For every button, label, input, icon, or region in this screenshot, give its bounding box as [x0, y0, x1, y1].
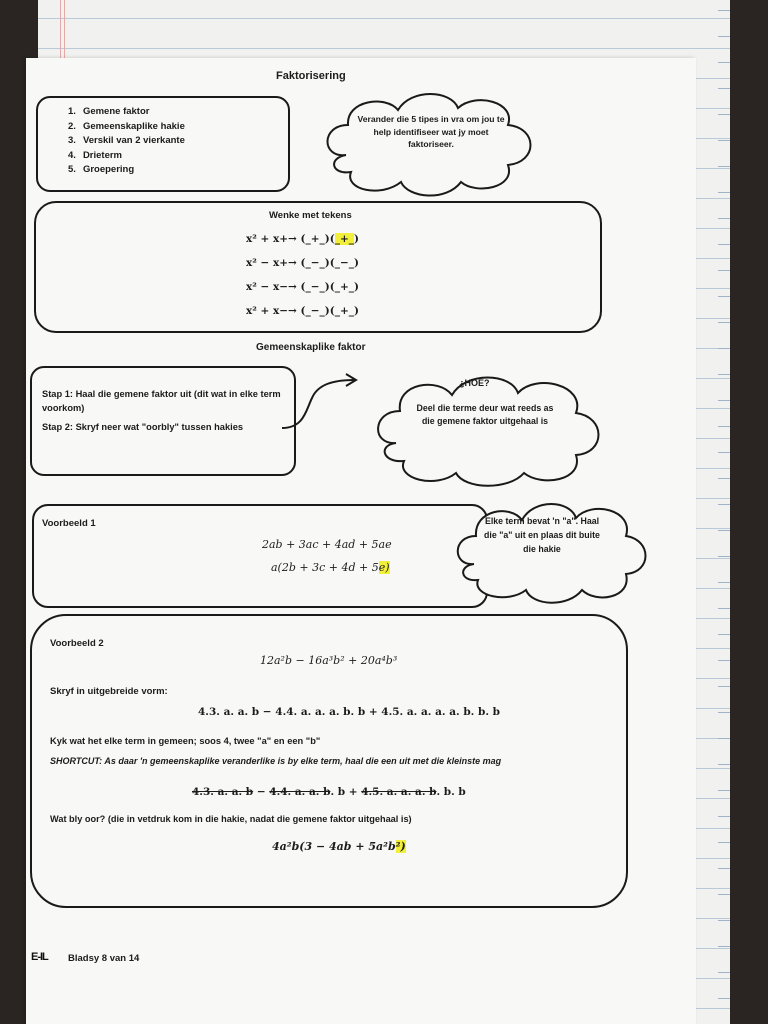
ruled-tick: [718, 88, 730, 89]
ruled-tick: [718, 894, 730, 895]
example-2-label: Voorbeeld 2: [50, 638, 104, 649]
list-item: 4. Drieterm: [68, 149, 123, 161]
common-factor-heading: Gemeenskaplike faktor: [256, 342, 366, 353]
example-2-common-note: Kyk wat het elke term in gemeen; soos 4, twee "a" en een "b": [50, 736, 321, 746]
ruled-tick: [718, 478, 730, 479]
list-item: 3. Verskil van 2 vierkante: [68, 135, 185, 146]
example-1-box: [32, 504, 488, 608]
ruled-tick: [718, 686, 730, 687]
sign-row-3: x² − x−→ (_−_)(_+_): [246, 281, 359, 293]
ruled-tick: [718, 140, 730, 141]
ruled-tick: [718, 166, 730, 167]
list-item: 1. Gemene faktor: [68, 106, 150, 117]
ruled-tick: [718, 270, 730, 271]
ruled-tick: [718, 946, 730, 947]
ruled-tick: [718, 426, 730, 427]
ruled-tick: [718, 660, 730, 661]
highlight-mark: e): [378, 561, 390, 574]
sign-row-4: x² + x−→ (_−_)(_+_): [246, 305, 359, 317]
cloud-how-title: ¿HOE?: [459, 378, 490, 388]
ruled-tick: [718, 218, 730, 219]
types-list-box: [36, 96, 290, 192]
ruled-tick: [718, 816, 730, 817]
ruled-tick: [718, 62, 730, 63]
page-title: Faktorisering: [276, 70, 346, 82]
ruled-tick: [718, 114, 730, 115]
example-1-factored: a(2b + 3c + 4d + 5e): [271, 561, 390, 574]
ruled-tick: [718, 296, 730, 297]
ruled-line: [38, 18, 730, 19]
example-1-expression: 2ab + 3ac + 4ad + 5ae: [262, 538, 392, 551]
example-2-struck-expression: 4.3. a. a. b − 4.4. a. a. b. b + 4.5. a. a. a. b. b. b: [192, 786, 466, 798]
ruled-tick: [718, 244, 730, 245]
highlight-mark: _+_: [334, 233, 355, 245]
example-2-expand-label: Skryf in uitgebreide vorm:: [50, 686, 168, 697]
example-1-label: Voorbeeld 1: [42, 518, 96, 529]
ruled-ticks: [718, 0, 730, 1024]
highlight-mark: ²): [395, 840, 406, 853]
ruled-tick: [718, 192, 730, 193]
ruled-tick: [718, 868, 730, 869]
example-2-expanded: 4.3. a. a. b − 4.4. a. a. a. b. b + 4.5. a. a. a. a. b. b. b: [198, 706, 500, 718]
sign-row-2: x² − x+→ (_−_)(_−_): [246, 257, 359, 269]
ruled-tick: [718, 374, 730, 375]
ruled-tick: [718, 738, 730, 739]
step-2: Stap 2: Skryf neer wat "oorbly" tussen hakies: [42, 422, 244, 432]
list-item: 2. Gemeenskaplike hakie: [68, 120, 185, 132]
ruled-tick: [718, 790, 730, 791]
ruled-tick: [718, 608, 730, 609]
types-list: [68, 105, 185, 178]
example-2-answer: 4a²b(3 − 4ab + 5a²b²): [272, 840, 406, 853]
ruled-tick: [718, 764, 730, 765]
ruled-tick: [718, 998, 730, 999]
example-2-question: Wat bly oor? (die in vetdruk kom in die hakie, nadat die gemene faktor uitgehaal is): [50, 814, 412, 824]
ruled-tick: [718, 530, 730, 531]
signs-heading: Wenke met tekens: [269, 210, 352, 221]
example-2-shortcut: SHORTCUT: As daar 'n gemeenskaplike veranderlike is by elke term, haal die een uit met die kleinste mag: [50, 756, 502, 766]
step-1: Stap 1: Haal die gemene faktor uit (dit wat in elke term voorkom): [42, 389, 281, 413]
sign-row-1: x² + x+→ (_+_)(_+_): [246, 233, 359, 245]
ruled-tick: [718, 10, 730, 11]
page-number: Bladsy 8 van 14: [68, 953, 140, 964]
cloud-types-text: Verander die 5 tipes in vra om jou te help identifiseer wat jy moet faktoriseer.: [357, 114, 505, 149]
list-item: 5. Groepering: [68, 164, 135, 175]
example-2-expression: 12a²b − 16a³b² + 20a⁴b³: [260, 654, 398, 667]
ruled-tick: [718, 348, 730, 349]
ruled-tick: [718, 634, 730, 635]
ruled-tick: [718, 322, 730, 323]
cloud-example-1-text: Elke term bevat 'n "a". Haal die "a" uit en plaas dit buite die hakie: [484, 516, 600, 554]
publisher-logo: E-IL: [31, 951, 48, 963]
arrow-icon: [276, 370, 366, 440]
ruled-line: [38, 48, 730, 49]
worksheet-paper: [26, 58, 696, 1024]
ruled-tick: [718, 712, 730, 713]
ruled-tick: [718, 972, 730, 973]
ruled-tick: [718, 556, 730, 557]
cloud-how-text: Deel die terme deur wat reeds as die gemene faktor uitgehaal is: [416, 403, 554, 426]
steps-box: [30, 366, 296, 476]
ruled-tick: [718, 504, 730, 505]
ruled-tick: [718, 920, 730, 921]
ruled-tick: [718, 36, 730, 37]
ruled-tick: [718, 400, 730, 401]
ruled-tick: [718, 582, 730, 583]
ruled-tick: [718, 842, 730, 843]
ruled-tick: [718, 452, 730, 453]
